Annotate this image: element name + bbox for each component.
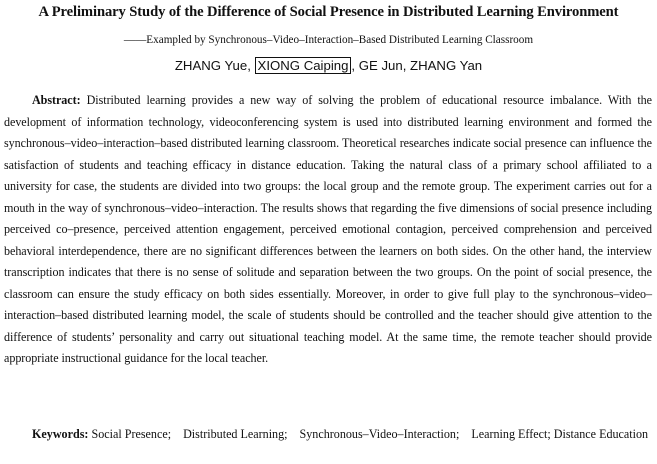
abstract-section bbox=[4, 90, 652, 370]
highlighted-author: XIONG Caiping bbox=[255, 57, 352, 74]
abstract-label: Abstract: bbox=[32, 93, 81, 107]
keyword-item: Distributed Learning; bbox=[183, 427, 288, 441]
keywords-section bbox=[4, 424, 652, 446]
keywords-paragraph bbox=[4, 424, 652, 446]
abstract-text: Distributed learning provides a new way of solving the problem of educational resource imbalance. With the development of information technology, videoconferencing system is used into distributed learning environment and formed the synchronous–video–interaction–based distributed learning classroom. Theoretical researches indicate social presence can influence the satisfaction of students and teaching efficacy in distance education. Taking the natural class of a primary school affiliated to a university for case, the students are divided into two groups: the local group and the remote group. The experiment carries out for a mouth in the way of synchronous–video–interaction. The results shows that regarding the five dimensions of social presence including perceived co–presence, perceived attention engagement, perceived emotional contagion, perceived comprehension and perceived behavioral interdependence, there are no significant differences between the learners on both sides. On the other hand, the interview transcription indicates that there is no sense of solitude and separation between the two groups. On the point of social presence, the classroom can ensure the study efficacy on both sides essentially. Moreover, in order to give full play to the synchronous–video–interaction–based distributed learning model, the scale of students should be controlled and the teacher should give attention to the difference of students’ personality and carry out situational teaching model. At the same time, the remote teacher should provide appropriate instructional guidance for the local teacher. bbox=[4, 93, 652, 365]
paper-title: A Preliminary Study of the Difference of Social Presence in Distributed Learning Environment bbox=[38, 4, 619, 20]
keyword-item: Distance Education bbox=[553, 427, 649, 441]
keyword-item: Learning Effect; bbox=[471, 427, 551, 441]
keyword-item: Social Presence; bbox=[91, 427, 172, 441]
keyword-item: Synchronous–Video–Interaction; bbox=[299, 427, 460, 441]
abstract-paragraph bbox=[4, 90, 652, 370]
paper-subtitle: ——Exampled by Synchronous–Video–Interaction–Based Distributed Learning Classroom bbox=[123, 34, 534, 46]
authors-before: ZHANG Yue, bbox=[174, 58, 255, 73]
authors-after: , GE Jun, ZHANG Yan bbox=[351, 58, 483, 73]
author-list bbox=[0, 58, 657, 73]
keywords-label: Keywords: bbox=[32, 427, 89, 441]
